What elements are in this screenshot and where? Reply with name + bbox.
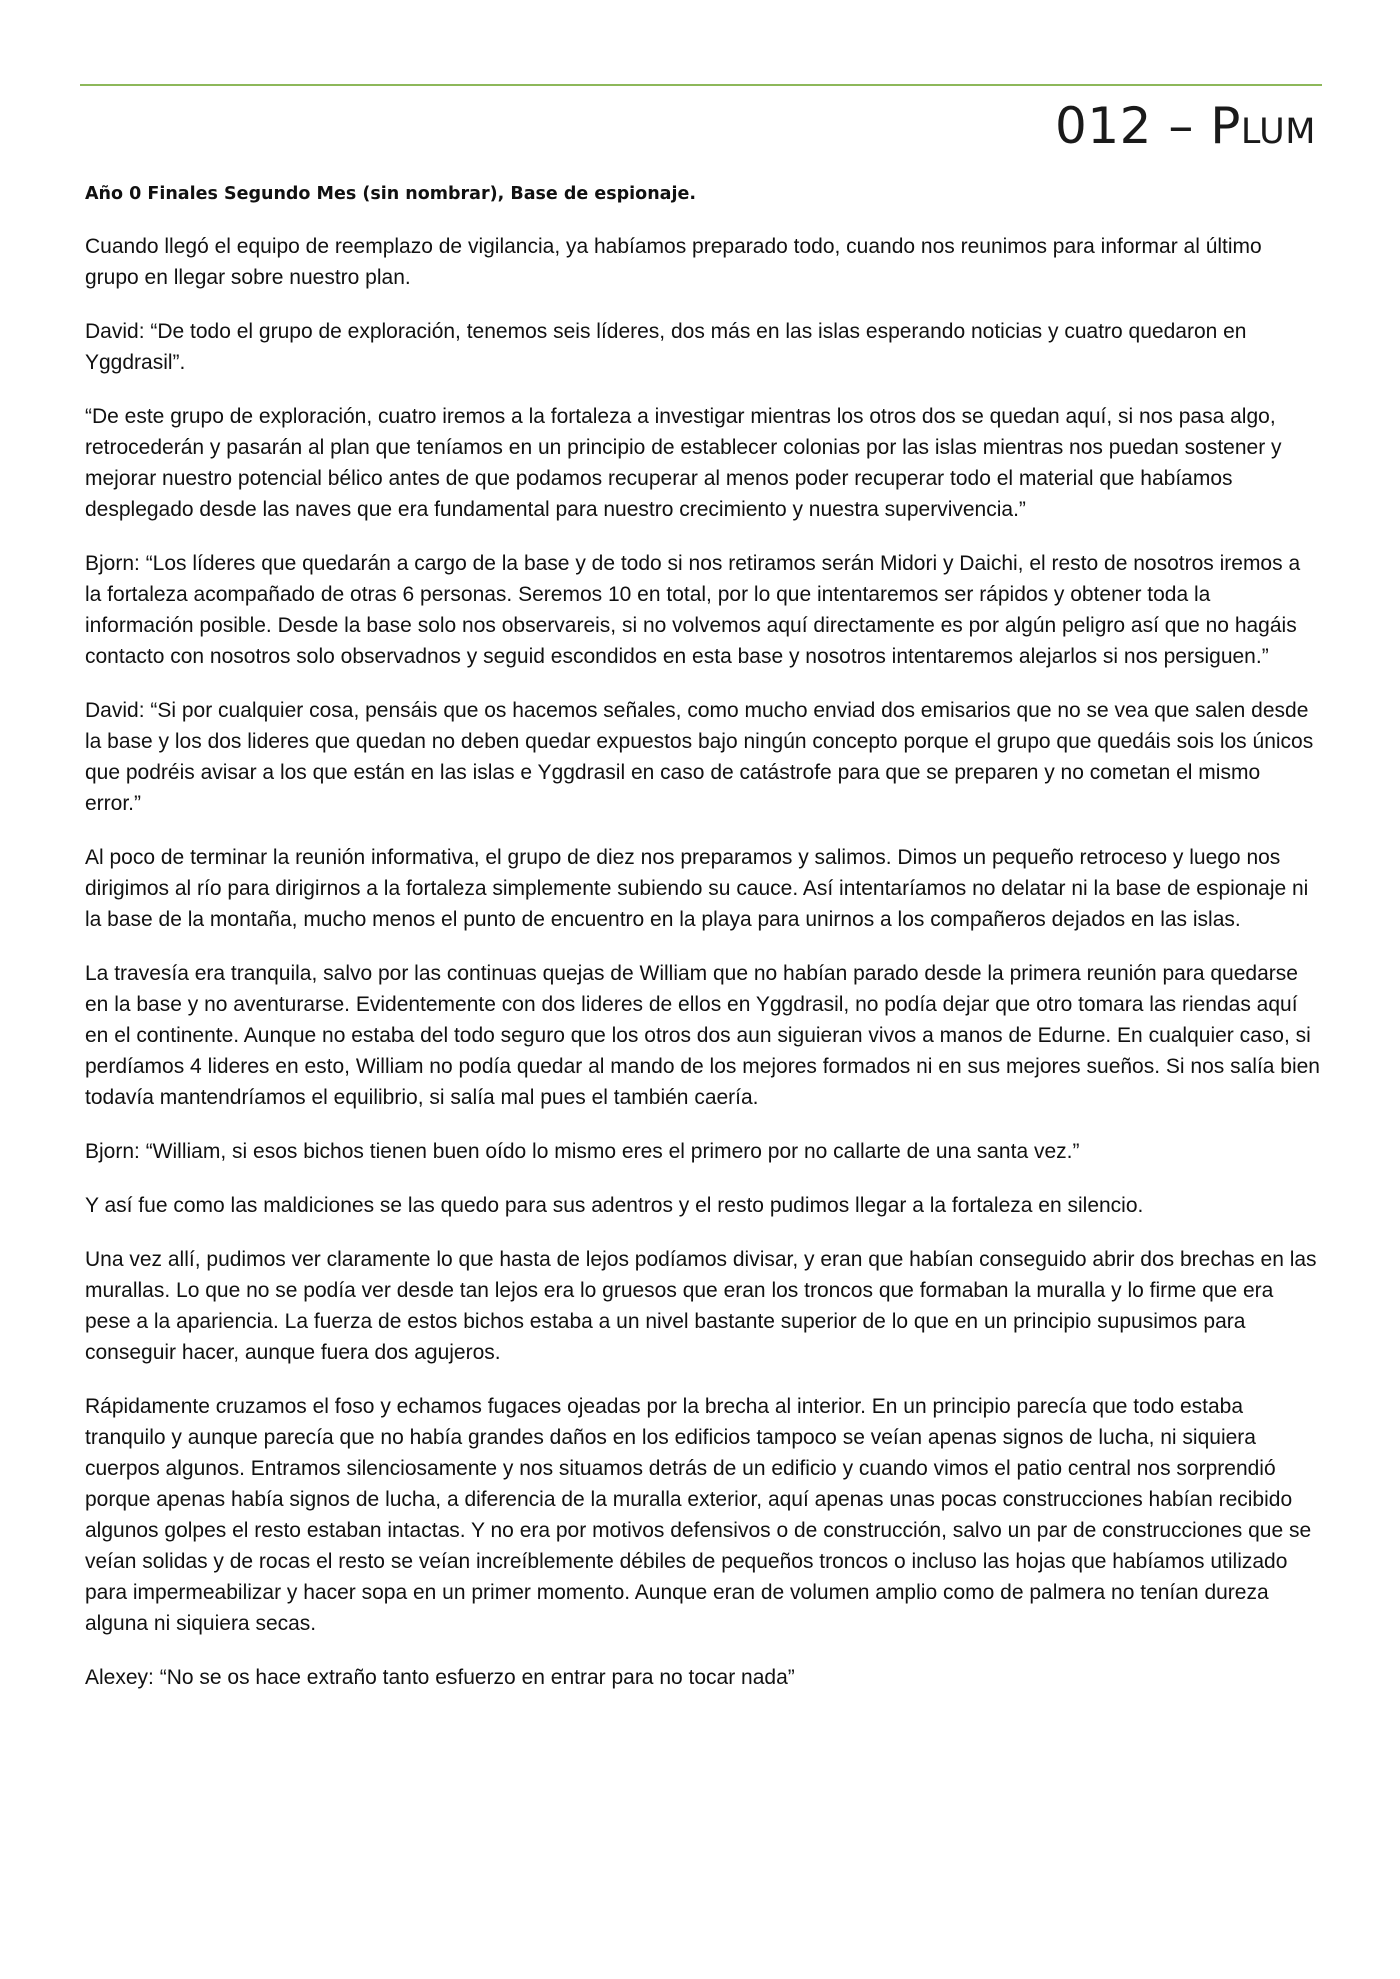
header-rule <box>80 84 1322 86</box>
paragraph-11: Rápidamente cruzamos el foso y echamos fugaces ojeadas por la brecha al interior. En un principio parecía que todo estaba tranquilo y aunque parecía que no había grandes daños en los edificios tampoco se veían apenas signos de lucha, ni siquiera cuerpos algunos. Entramos silenciosamente y nos situamos detrás de un edificio y cuando vimos el patio central nos sorprendió porque apenas había signos de lucha, a diferencia de la muralla exterior, aquí apenas unas pocas construcciones habían recibido algunos golpes el resto estaban intactas. Y no era por motivos defensivos o de construcción, salvo un par de construcciones que se veían solidas y de rocas el resto se veían increíblemente débiles de pequeños troncos o incluso las hojas que habíamos utilizado para impermeabilizar y hacer sopa en un primer momento. Aunque eran de volumen amplio como de palmera no tenían dureza alguna ni siquiera secas. <box>85 1395 1312 1635</box>
paragraph-1: Cuando llegó el equipo de reemplazo de vigilancia, ya habíamos preparado todo, cuando nos reunimos para informar al último grupo en llegar sobre nuestro plan. <box>85 235 1262 289</box>
paragraph-6: Al poco de terminar la reunión informativa, el grupo de diez nos preparamos y salimos. Dimos un pequeño retroceso y luego nos dirigimos al río para dirigirnos a la fortaleza simplemente subiendo su cauce. Así intentaríamos no delatar ni la base de espionaje ni la base de la montaña, mucho menos el punto de encuentro en la playa para unirnos a los compañeros dejados en las islas. <box>85 846 1309 931</box>
paragraph-9: Y así fue como las maldiciones se las quedo para sus adentros y el resto pudimos llegar a la fortaleza en silencio. <box>85 1194 1144 1217</box>
paragraph-10: Una vez allí, pudimos ver claramente lo que hasta de lejos podíamos divisar, y eran que habían conseguido abrir dos brechas en las murallas. Lo que no se podía ver desde tan lejos era lo gruesos que eran los troncos que formaban la muralla y lo firme que era pese a la apariencia. La fuerza de estos bichos estaba a un nivel bastante superior de lo que en un principio supusimos para conseguir hacer, aunque fuera dos agujeros. <box>85 1248 1317 1364</box>
chapter-name: Plum <box>1210 97 1316 155</box>
paragraph-7: La travesía era tranquila, salvo por las continuas quejas de William que no habían parado desde la primera reunión para quedarse en la base y no aventurarse. Evidentemente con dos lideres de ellos en Yggdrasil, no podía dejar que otro tomara las riendas aquí en el continente. Aunque no estaba del todo seguro que los otros dos aun siguieran vivos a manos de Edurne. En cualquier caso, si perdíamos 4 lideres en esto, William no podía quedar al mando de los mejores formados ni en sus mejores sueños. Si nos salía bien todavía mantendríamos el equilibrio, si salía mal pues el también caería. <box>85 962 1320 1109</box>
chapter-separator: – <box>1151 97 1211 155</box>
paragraph-8: Bjorn: “William, si esos bichos tienen buen oído lo mismo eres el primero por no callarte de una santa vez.” <box>85 1140 1080 1163</box>
document-body <box>85 180 1321 1716</box>
paragraph-3: “De este grupo de exploración, cuatro iremos a la fortaleza a investigar mientras los otros dos se quedan aquí, si nos pasa algo, retrocederán y pasarán al plan que teníamos en un principio de establecer colonias por las islas mientras nos puedan sostener y mejorar nuestro potencial bélico antes de que podamos recuperar al menos poder recuperar todo el material que habíamos desplegado desde las naves que era fundamental para nuestro crecimiento y nuestra supervivencia.” <box>85 405 1282 521</box>
paragraph-5: David: “Si por cualquier cosa, pensáis que os hacemos señales, como mucho enviad dos emisarios que no se vea que salen desde la base y los dos lideres que quedan no deben quedar expuestos bajo ningún concepto porque el grupo que quedáis sois los únicos que podréis avisar a los que están en las islas e Yggdrasil en caso de catástrofe para que se preparen y no cometan el mismo error.” <box>85 699 1314 815</box>
paragraph-4: Bjorn: “Los líderes que quedarán a cargo de la base y de todo si nos retiramos serán Midori y Daichi, el resto de nosotros iremos a la fortaleza acompañado de otras 6 personas. Seremos 10 en total, por lo que intentaremos ser rápidos y obtener toda la información posible. Desde la base solo nos observareis, si no volvemos aquí directamente es por algún peligro así que no hagáis contacto con nosotros solo observadnos y seguid escondidos en esta base y nosotros intentaremos alejarlos si nos persiguen.” <box>85 552 1301 668</box>
section-heading: Año 0 Finales Segundo Mes (sin nombrar), Base de espionaje. <box>85 184 696 204</box>
paragraph-2: David: “De todo el grupo de exploración, tenemos seis líderes, dos más en las islas esperando noticias y cuatro quedaron en Yggdrasil”. <box>85 320 1247 374</box>
paragraph-12: Alexey: “No se os hace extraño tanto esfuerzo en entrar para no tocar nada” <box>85 1666 795 1689</box>
chapter-title <box>1055 96 1316 156</box>
chapter-number: 012 <box>1055 97 1152 155</box>
